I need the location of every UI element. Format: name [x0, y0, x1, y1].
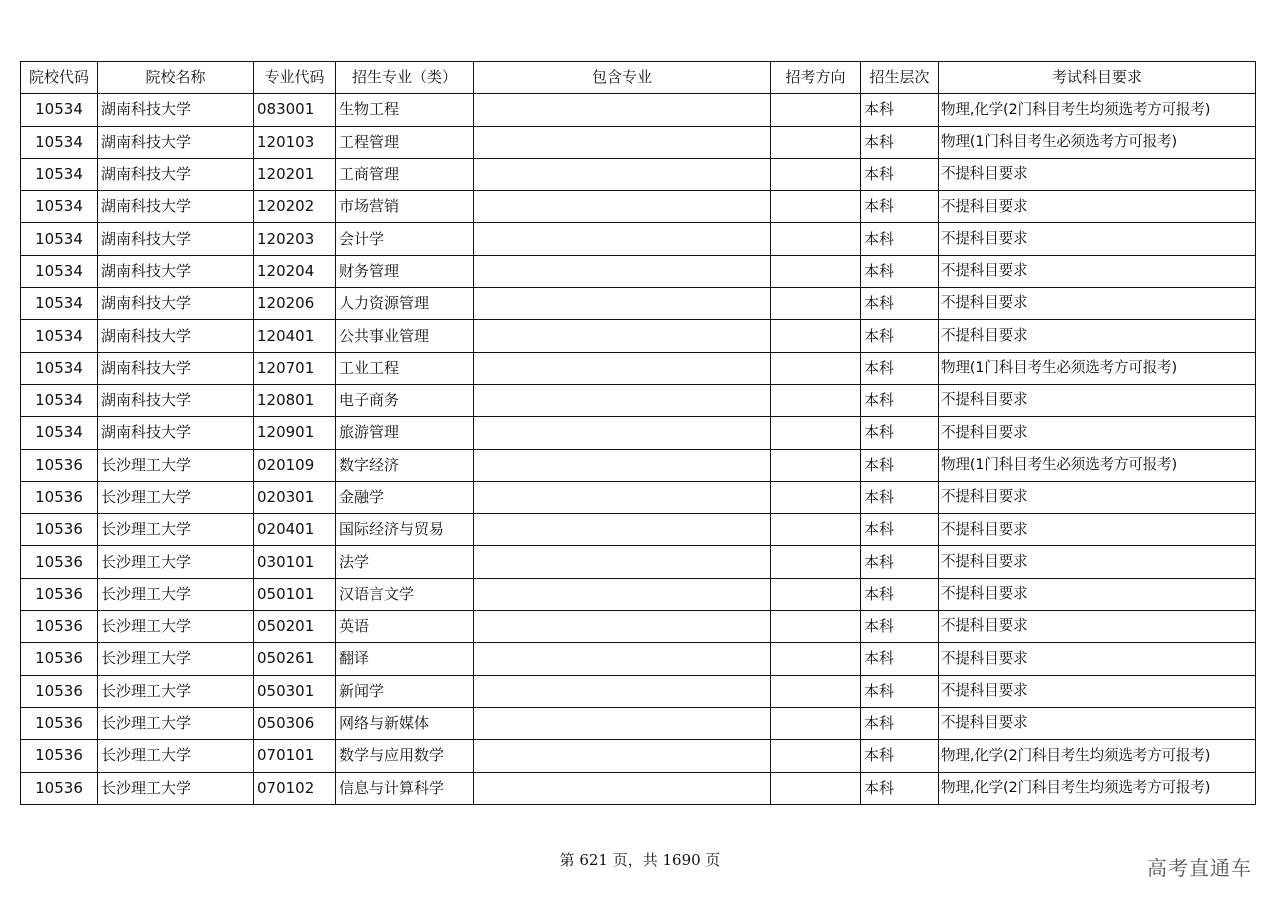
school-code-cell: 10534: [21, 384, 98, 416]
school-name-cell: 长沙理工大学: [98, 611, 254, 643]
included-majors-cell: [474, 94, 771, 126]
major-name-cell: 信息与计算科学: [336, 772, 474, 804]
school-code-cell: 10536: [21, 643, 98, 675]
level-cell: 本科: [861, 126, 939, 158]
school-name-cell: 湖南科技大学: [98, 288, 254, 320]
school-name-cell: 湖南科技大学: [98, 223, 254, 255]
school-name-cell: 长沙理工大学: [98, 675, 254, 707]
school-name-cell: 湖南科技大学: [98, 94, 254, 126]
table-body: [21, 94, 1256, 805]
table-row: [21, 158, 1256, 190]
subject-requirement-cell: 不提科目要求: [939, 514, 1256, 546]
major-code-cell: 120202: [254, 191, 336, 223]
school-name-cell: 湖南科技大学: [98, 352, 254, 384]
major-code-cell: 083001: [254, 94, 336, 126]
table-row: [21, 255, 1256, 287]
school-code-cell: 10534: [21, 191, 98, 223]
direction-cell: [771, 288, 861, 320]
subject-requirement-cell: 不提科目要求: [939, 191, 1256, 223]
school-code-cell: 10534: [21, 352, 98, 384]
included-majors-cell: [474, 158, 771, 190]
school-code-cell: 10536: [21, 578, 98, 610]
major-code-cell: 050101: [254, 578, 336, 610]
subject-requirement-cell: 物理(1门科目考生必须选考方可报考): [939, 449, 1256, 481]
major-code-cell: 070102: [254, 772, 336, 804]
school-name-cell: 长沙理工大学: [98, 707, 254, 739]
level-cell: 本科: [861, 578, 939, 610]
school-name-cell: 长沙理工大学: [98, 740, 254, 772]
major-name-cell: 生物工程: [336, 94, 474, 126]
level-cell: 本科: [861, 449, 939, 481]
included-majors-cell: [474, 255, 771, 287]
major-code-cell: 120204: [254, 255, 336, 287]
school-name-cell: 湖南科技大学: [98, 320, 254, 352]
major-name-cell: 翻译: [336, 643, 474, 675]
school-name-cell: 长沙理工大学: [98, 772, 254, 804]
table-row: [21, 707, 1256, 739]
school-code-cell: 10536: [21, 449, 98, 481]
school-code-cell: 10536: [21, 481, 98, 513]
subject-requirement-cell: 不提科目要求: [939, 675, 1256, 707]
direction-cell: [771, 611, 861, 643]
major-name-cell: 汉语言文学: [336, 578, 474, 610]
school-code-cell: 10536: [21, 675, 98, 707]
major-name-cell: 国际经济与贸易: [336, 514, 474, 546]
school-code-cell: 10534: [21, 94, 98, 126]
included-majors-cell: [474, 191, 771, 223]
direction-cell: [771, 449, 861, 481]
included-majors-cell: [474, 481, 771, 513]
major-code-cell: 020301: [254, 481, 336, 513]
header-school-code: 院校代码: [21, 62, 98, 94]
table-row: [21, 94, 1256, 126]
direction-cell: [771, 675, 861, 707]
level-cell: 本科: [861, 255, 939, 287]
school-name-cell: 长沙理工大学: [98, 546, 254, 578]
major-name-cell: 工业工程: [336, 352, 474, 384]
subject-requirement-cell: 不提科目要求: [939, 320, 1256, 352]
major-code-cell: 050201: [254, 611, 336, 643]
level-cell: 本科: [861, 707, 939, 739]
level-cell: 本科: [861, 191, 939, 223]
header-subject-requirement: 考试科目要求: [939, 62, 1256, 94]
level-cell: 本科: [861, 158, 939, 190]
table-row: [21, 384, 1256, 416]
major-code-cell: 020109: [254, 449, 336, 481]
level-cell: 本科: [861, 288, 939, 320]
table-row: [21, 449, 1256, 481]
major-name-cell: 法学: [336, 546, 474, 578]
subject-requirement-cell: 不提科目要求: [939, 707, 1256, 739]
subject-requirement-cell: 物理(1门科目考生必须选考方可报考): [939, 352, 1256, 384]
school-code-cell: 10534: [21, 223, 98, 255]
direction-cell: [771, 514, 861, 546]
subject-requirement-cell: 物理,化学(2门科目考生均须选考方可报考): [939, 740, 1256, 772]
table-row: [21, 772, 1256, 804]
header-school-name: 院校名称: [98, 62, 254, 94]
header-included-majors: 包含专业: [474, 62, 771, 94]
major-name-cell: 旅游管理: [336, 417, 474, 449]
direction-cell: [771, 546, 861, 578]
table-row: [21, 546, 1256, 578]
level-cell: 本科: [861, 514, 939, 546]
level-cell: 本科: [861, 417, 939, 449]
level-cell: 本科: [861, 643, 939, 675]
table-row: [21, 481, 1256, 513]
major-name-cell: 新闻学: [336, 675, 474, 707]
direction-cell: [771, 94, 861, 126]
subject-requirement-cell: 不提科目要求: [939, 288, 1256, 320]
major-code-cell: 120103: [254, 126, 336, 158]
major-code-cell: 120201: [254, 158, 336, 190]
subject-requirement-cell: 不提科目要求: [939, 158, 1256, 190]
level-cell: 本科: [861, 740, 939, 772]
level-cell: 本科: [861, 481, 939, 513]
level-cell: 本科: [861, 94, 939, 126]
direction-cell: [771, 126, 861, 158]
included-majors-cell: [474, 643, 771, 675]
school-name-cell: 湖南科技大学: [98, 126, 254, 158]
included-majors-cell: [474, 352, 771, 384]
table-row: [21, 352, 1256, 384]
table-row: [21, 417, 1256, 449]
major-name-cell: 工商管理: [336, 158, 474, 190]
subject-requirement-cell: 不提科目要求: [939, 417, 1256, 449]
included-majors-cell: [474, 384, 771, 416]
school-name-cell: 湖南科技大学: [98, 384, 254, 416]
school-code-cell: 10534: [21, 126, 98, 158]
major-name-cell: 财务管理: [336, 255, 474, 287]
major-code-cell: 050261: [254, 643, 336, 675]
major-code-cell: 050306: [254, 707, 336, 739]
direction-cell: [771, 255, 861, 287]
level-cell: 本科: [861, 546, 939, 578]
level-cell: 本科: [861, 772, 939, 804]
subject-requirement-cell: 不提科目要求: [939, 546, 1256, 578]
table-row: [21, 643, 1256, 675]
included-majors-cell: [474, 611, 771, 643]
school-code-cell: 10536: [21, 546, 98, 578]
school-name-cell: 长沙理工大学: [98, 449, 254, 481]
table-row: [21, 320, 1256, 352]
header-major-code: 专业代码: [254, 62, 336, 94]
direction-cell: [771, 740, 861, 772]
major-code-cell: 120401: [254, 320, 336, 352]
included-majors-cell: [474, 514, 771, 546]
major-name-cell: 网络与新媒体: [336, 707, 474, 739]
header-major-name: 招生专业（类）: [336, 62, 474, 94]
major-code-cell: 070101: [254, 740, 336, 772]
school-name-cell: 湖南科技大学: [98, 158, 254, 190]
direction-cell: [771, 578, 861, 610]
major-name-cell: 电子商务: [336, 384, 474, 416]
school-code-cell: 10536: [21, 772, 98, 804]
direction-cell: [771, 481, 861, 513]
school-code-cell: 10534: [21, 417, 98, 449]
direction-cell: [771, 384, 861, 416]
school-name-cell: 湖南科技大学: [98, 255, 254, 287]
school-code-cell: 10534: [21, 255, 98, 287]
major-code-cell: 120901: [254, 417, 336, 449]
table-row: [21, 223, 1256, 255]
direction-cell: [771, 191, 861, 223]
header-direction: 招考方向: [771, 62, 861, 94]
included-majors-cell: [474, 449, 771, 481]
subject-requirement-cell: 不提科目要求: [939, 578, 1256, 610]
subject-requirement-cell: 不提科目要求: [939, 223, 1256, 255]
table-row: [21, 514, 1256, 546]
included-majors-cell: [474, 707, 771, 739]
level-cell: 本科: [861, 384, 939, 416]
subject-requirement-cell: 不提科目要求: [939, 481, 1256, 513]
major-name-cell: 金融学: [336, 481, 474, 513]
level-cell: 本科: [861, 352, 939, 384]
major-name-cell: 工程管理: [336, 126, 474, 158]
school-code-cell: 10536: [21, 740, 98, 772]
direction-cell: [771, 417, 861, 449]
major-name-cell: 数学与应用数学: [336, 740, 474, 772]
table-row: [21, 126, 1256, 158]
table-row: [21, 578, 1256, 610]
table-row: [21, 740, 1256, 772]
school-code-cell: 10534: [21, 288, 98, 320]
subject-requirement-cell: 物理,化学(2门科目考生均须选考方可报考): [939, 772, 1256, 804]
page-number: 第 621 页，共 1690 页: [559, 851, 721, 869]
included-majors-cell: [474, 320, 771, 352]
major-code-cell: 050301: [254, 675, 336, 707]
table-row: [21, 611, 1256, 643]
school-code-cell: 10536: [21, 514, 98, 546]
table-header-row: [21, 62, 1256, 94]
school-name-cell: 长沙理工大学: [98, 514, 254, 546]
major-name-cell: 数字经济: [336, 449, 474, 481]
major-name-cell: 英语: [336, 611, 474, 643]
school-name-cell: 长沙理工大学: [98, 481, 254, 513]
header-level: 招生层次: [861, 62, 939, 94]
level-cell: 本科: [861, 675, 939, 707]
major-name-cell: 人力资源管理: [336, 288, 474, 320]
included-majors-cell: [474, 740, 771, 772]
school-name-cell: 湖南科技大学: [98, 191, 254, 223]
school-code-cell: 10534: [21, 320, 98, 352]
direction-cell: [771, 352, 861, 384]
direction-cell: [771, 320, 861, 352]
included-majors-cell: [474, 772, 771, 804]
major-code-cell: 120701: [254, 352, 336, 384]
school-code-cell: 10534: [21, 158, 98, 190]
major-code-cell: 030101: [254, 546, 336, 578]
subject-requirement-cell: 不提科目要求: [939, 255, 1256, 287]
major-code-cell: 120206: [254, 288, 336, 320]
level-cell: 本科: [861, 320, 939, 352]
subject-requirement-cell: 不提科目要求: [939, 384, 1256, 416]
school-name-cell: 湖南科技大学: [98, 417, 254, 449]
table-row: [21, 675, 1256, 707]
subject-requirement-cell: 物理,化学(2门科目考生均须选考方可报考): [939, 94, 1256, 126]
direction-cell: [771, 158, 861, 190]
table-row: [21, 191, 1256, 223]
included-majors-cell: [474, 288, 771, 320]
school-code-cell: 10536: [21, 611, 98, 643]
major-code-cell: 120203: [254, 223, 336, 255]
direction-cell: [771, 707, 861, 739]
direction-cell: [771, 643, 861, 675]
included-majors-cell: [474, 578, 771, 610]
included-majors-cell: [474, 546, 771, 578]
subject-requirement-cell: 物理(1门科目考生必须选考方可报考): [939, 126, 1256, 158]
subject-requirements-table: [20, 61, 1256, 805]
included-majors-cell: [474, 223, 771, 255]
major-code-cell: 020401: [254, 514, 336, 546]
direction-cell: [771, 223, 861, 255]
major-name-cell: 公共事业管理: [336, 320, 474, 352]
table-row: [21, 288, 1256, 320]
subject-requirement-cell: 不提科目要求: [939, 611, 1256, 643]
watermark-logo-text: 高考直通车: [1147, 856, 1252, 880]
major-code-cell: 120801: [254, 384, 336, 416]
major-name-cell: 市场营销: [336, 191, 474, 223]
included-majors-cell: [474, 675, 771, 707]
level-cell: 本科: [861, 223, 939, 255]
subject-requirement-cell: 不提科目要求: [939, 643, 1256, 675]
school-code-cell: 10536: [21, 707, 98, 739]
included-majors-cell: [474, 417, 771, 449]
direction-cell: [771, 772, 861, 804]
school-name-cell: 长沙理工大学: [98, 643, 254, 675]
included-majors-cell: [474, 126, 771, 158]
school-name-cell: 长沙理工大学: [98, 578, 254, 610]
major-name-cell: 会计学: [336, 223, 474, 255]
level-cell: 本科: [861, 611, 939, 643]
